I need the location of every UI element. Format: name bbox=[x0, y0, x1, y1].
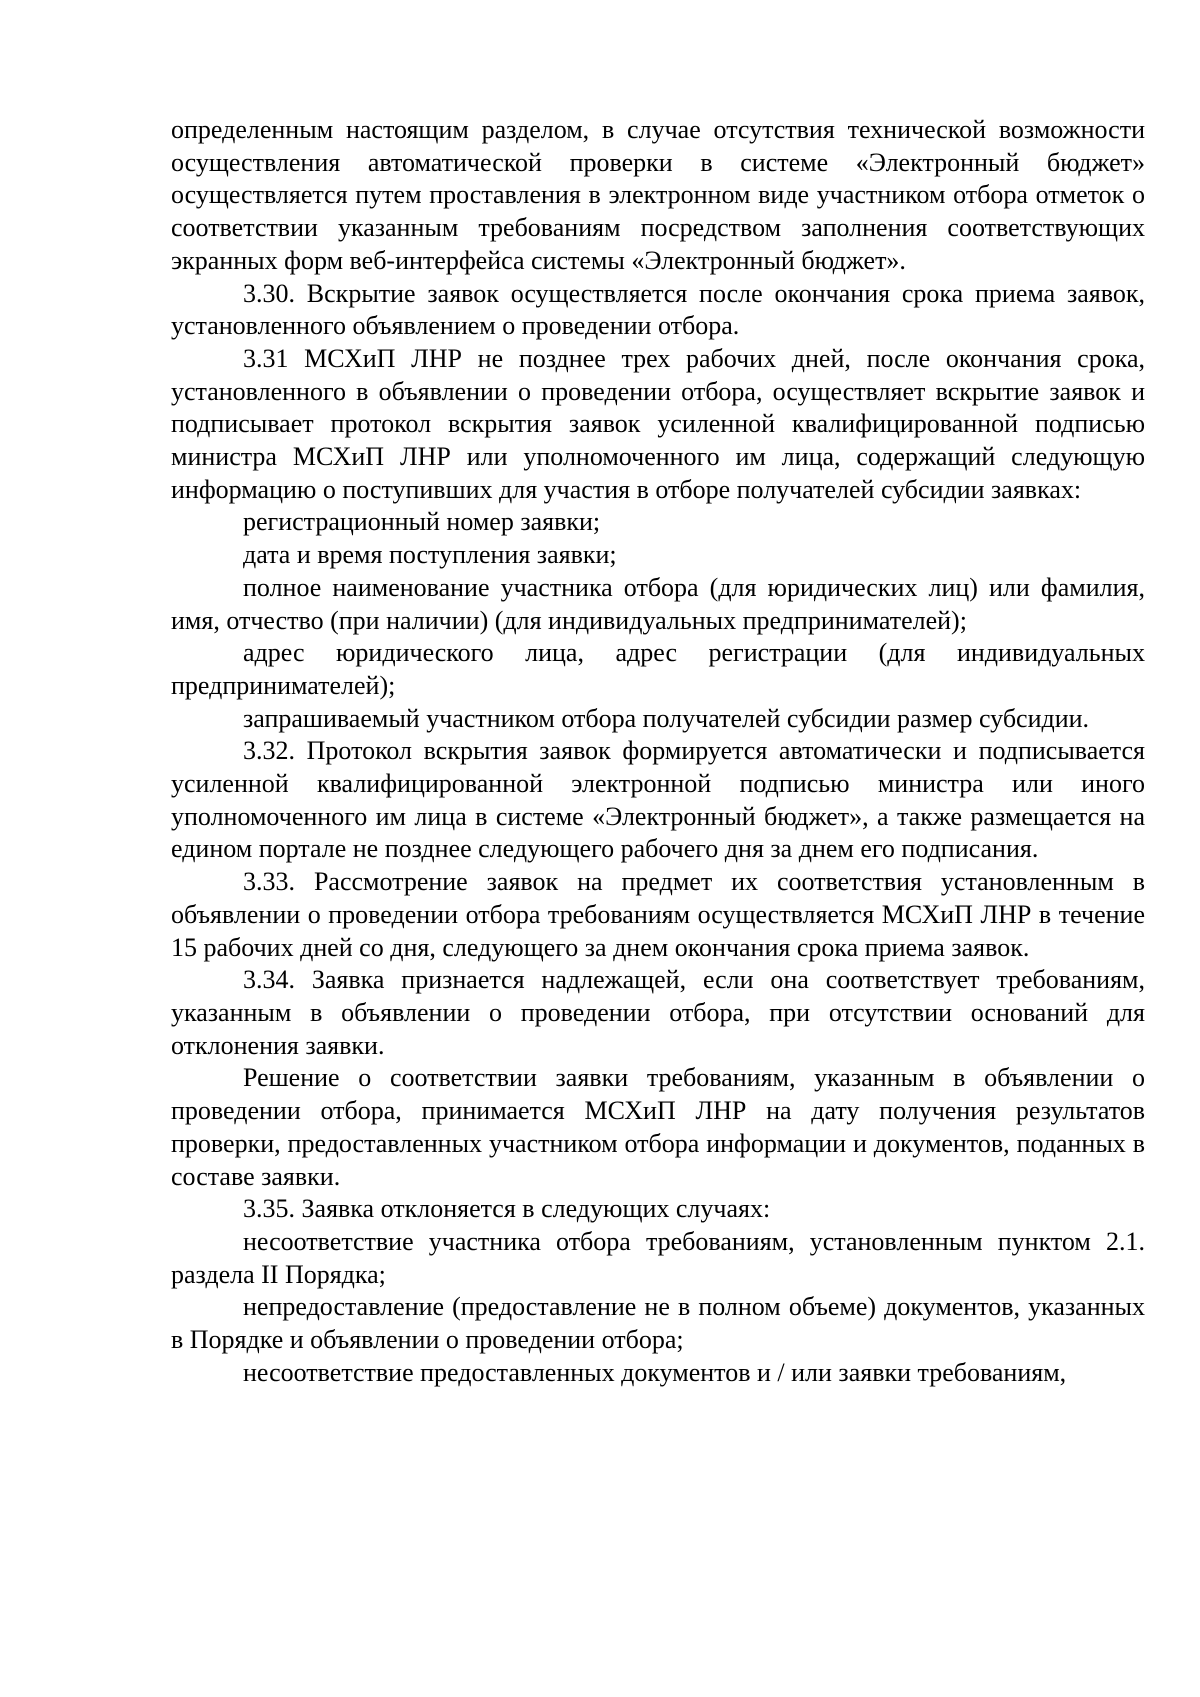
paragraph-3-30: 3.30. Вскрытие заявок осуществляется после окончания срока приема заявок, установленного объявлением о проведении отбора. bbox=[171, 278, 1145, 341]
list-item-address: адрес юридического лица, адрес регистрации (для индивидуальных предпринимателей); bbox=[171, 638, 1145, 700]
paragraph-3-32: 3.32. Протокол вскрытия заявок формируется автоматически и подписывается усиленной квалифицированной электронной подписью министра или иного уполномоченного им лица в системе «Электронный бюджет», а также размещается на едином портале не позднее следующего рабочего дня за днем его подписания. bbox=[171, 736, 1145, 864]
paragraph-3-33: 3.33. Рассмотрение заявок на предмет их соответствия установленным в объявлении о проведении отбора требованиям осуществляется МСХиП ЛНР в течение 15 рабочих дней со дня, следующего за днем окончания срока приема заявок. bbox=[171, 867, 1145, 962]
paragraph-continuation: определенным настоящим разделом, в случае отсутствия технической возможности осуществления автоматической проверки в системе «Электронный бюджет» осуществляется путем проставления в электронном виде участником отбора отметок о соответствии указанным требованиям посредством заполнения соответствующих экранных форм веб-интерфейса системы «Электронный бюджет». bbox=[171, 115, 1145, 275]
list-item-document-mismatch: несоответствие предоставленных документов и / или заявки требованиям, bbox=[243, 1357, 1067, 1387]
list-item-subsidy-amount: запрашиваемый участником отбора получателей субсидии размер субсидии. bbox=[243, 703, 1090, 733]
list-item-participant-mismatch: несоответствие участника отбора требованиям, установленным пунктом 2.1. раздела II Порядка; bbox=[171, 1226, 1145, 1289]
list-item-registration-number: регистрационный номер заявки; bbox=[243, 507, 601, 537]
list-item-non-submission: непредоставление (предоставление не в полном объеме) документов, указанных в Порядке и объявлении о проведении отбора; bbox=[171, 1292, 1145, 1355]
document-page bbox=[171, 114, 1145, 1389]
list-item-date-time: дата и время поступления заявки; bbox=[243, 540, 617, 570]
paragraph-3-31: 3.31 МСХиП ЛНР не позднее трех рабочих дней, после окончания срока, установленного в объявлении о проведении отбора, осуществляет вскрытие заявок и подписывает протокол вскрытия заявок усиленной квалифицированной подписью министра МСХиП ЛНР или уполномоченного им лица, содержащий следующую информацию о поступивших для участия в отборе получателей субсидии заявках: bbox=[171, 343, 1145, 504]
paragraph-decision: Решение о соответствии заявки требованиям, указанным в объявлении о проведении отбора, принимается МСХиП ЛНР на дату получения результатов проверки, предоставленных участником отбора информации и документов, поданных в составе заявки. bbox=[171, 1063, 1145, 1191]
paragraph-3-35: 3.35. Заявка отклоняется в следующих случаях: bbox=[243, 1194, 771, 1224]
list-item-full-name: полное наименование участника отбора (для юридических лиц) или фамилия, имя, отчество (при наличии) (для индивидуальных предпринимателей); bbox=[171, 572, 1145, 635]
paragraph-3-34: 3.34. Заявка признается надлежащей, если она соответствует требованиям, указанным в объявлении о проведении отбора, при отсутствии оснований для отклонения заявки. bbox=[171, 965, 1145, 1060]
